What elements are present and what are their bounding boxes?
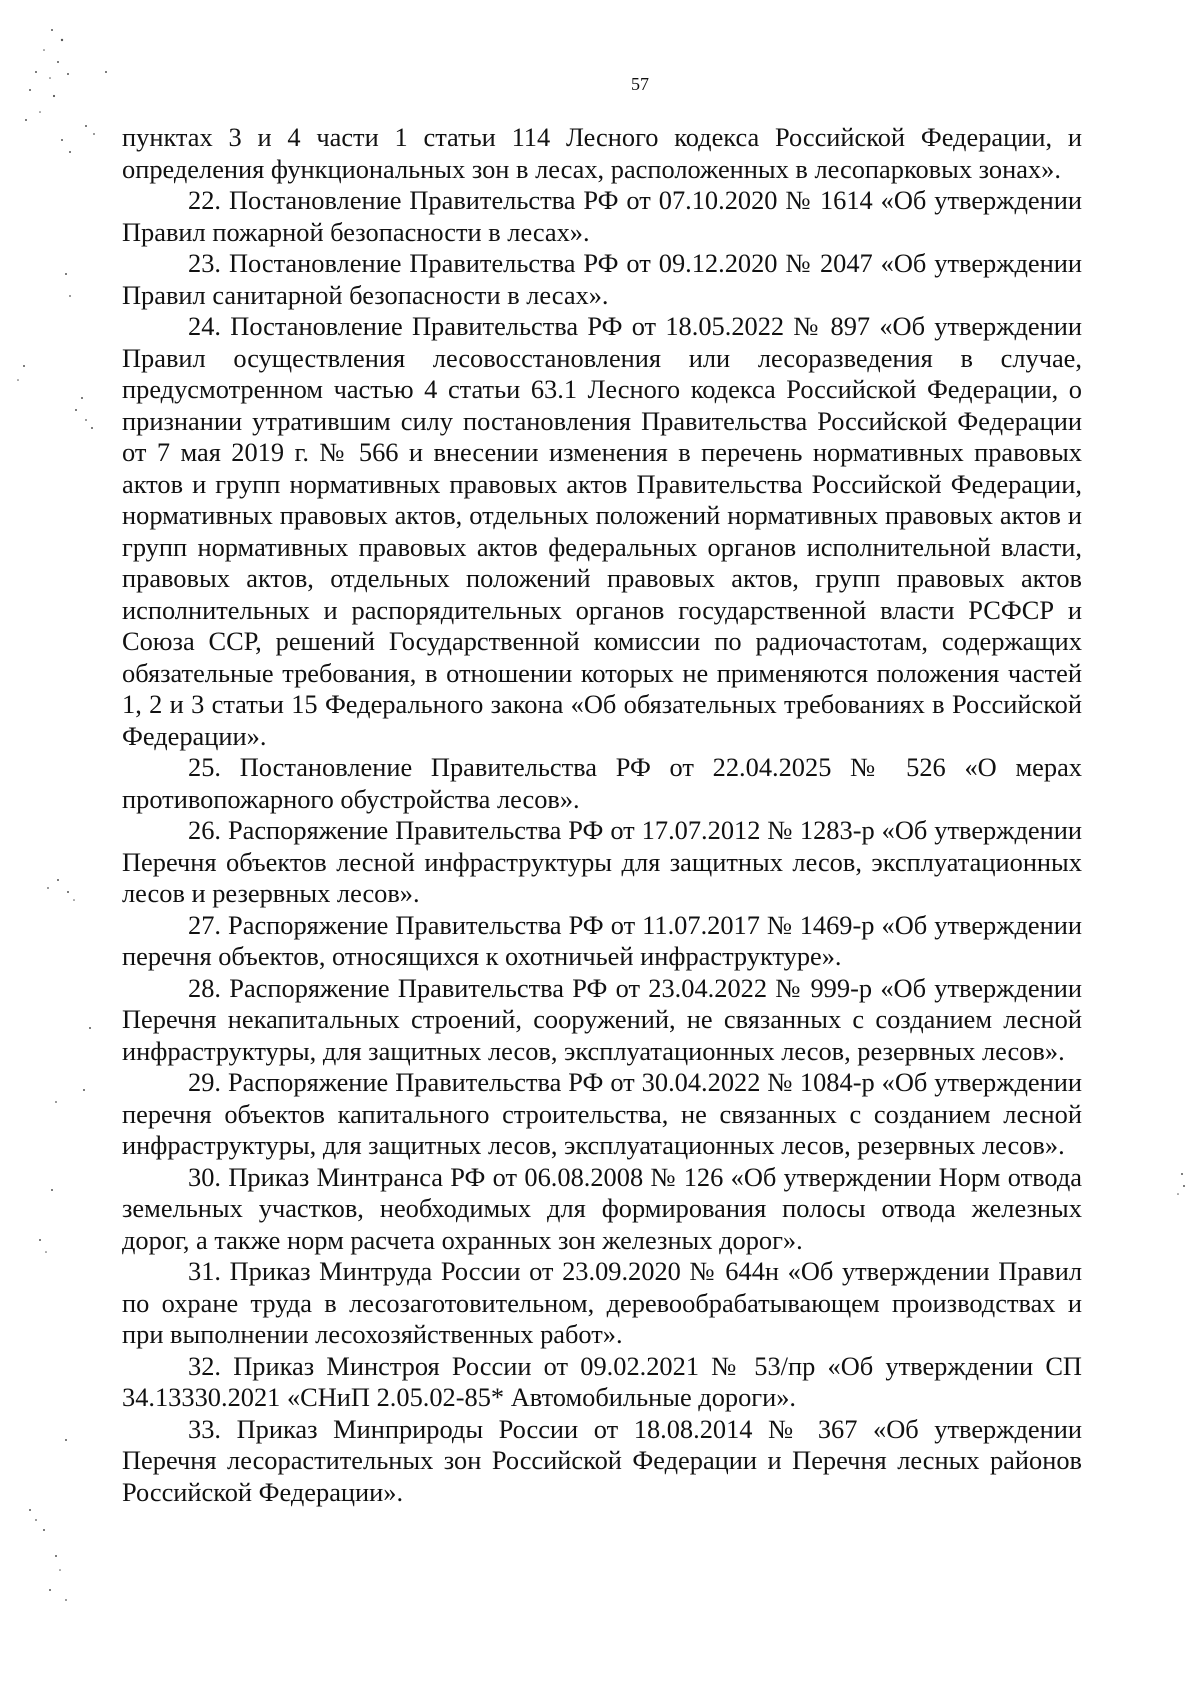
list-item-22: 22. Постановление Правительства РФ от 07.10.2020 № 1614 «Об утверждении Правил пожарной безопасности в лесах».	[122, 185, 1082, 247]
list-item-32: 32. Приказ Минстроя России от 09.02.2021 № 53/пр «Об утверждении СП 34.13330.2021 «СНиП 2.05.02-85* Автомобильные дороги».	[122, 1350, 1082, 1412]
list-item-26: 26. Распоряжение Правительства РФ от 17.07.2012 № 1283-р «Об утверждении Перечня объектов лесной инфраструктуры для защитных лесов, эксплуатационных лесов и резервных лесов».	[122, 815, 1082, 908]
list-item-30: 30. Приказ Минтранса РФ от 06.08.2008 № 126 «Об утверждении Норм отвода земельных участков, необходимых для формирования полосы отвода железных дорог, а также норм расчета охранных зон железных дорог».	[122, 1161, 1082, 1255]
paragraph-continued: пунктах 3 и 4 части 1 статьи 114 Лесного кодекса Российской Федерации, и определения функциональных зон в лесах, расположенных в лесопарковых зонах».	[122, 122, 1082, 184]
scan-noise-left	[0, 0, 120, 1697]
list-item-24: 24. Постановление Правительства РФ от 18.05.2022 № 897 «Об утверждении Правил осуществления лесовосстановления или лесоразведения в случае, предусмотренном частью 4 статьи 63.1 Лесного кодекса Российской Федерации, о признании утратившим силу постановления Правительства Российской Федерации от 7 мая 2019 г. № 566 и внесении изменения в перечень нормативных правовых актов и групп нормативных правовых актов Правительства Российской Федерации, нормативных правовых актов, отдельных положений нормативных правовых актов и групп нормативных правовых актов федеральных органов исполнительной власти, правовых актов, отдельных положений правовых актов, групп правовых актов исполнительных и распорядительных органов государственной власти РСФСР и Союза ССР, решений Государственной комиссии по радиочастотам, содержащих обязательные требования, в отношении которых не применяются положения частей 1, 2 и 3 статьи 15 Федерального закона «Об обязательных требованиях в Российской Федерации».	[122, 311, 1082, 751]
list-item-28: 28. Распоряжение Правительства РФ от 23.04.2022 № 999-р «Об утверждении Перечня некапитальных строений, сооружений, не связанных с созданием лесной инфраструктуры, для защитных лесов, эксплуатационных лесов, резервных лесов».	[122, 972, 1082, 1066]
document-body	[122, 122, 1082, 1508]
list-item-33: 33. Приказ Минприроды России от 18.08.2014 № 367 «Об утверждении Перечня лесорастительных зон Российской Федерации и Перечня лесных районов Российской Федерации».	[122, 1413, 1082, 1507]
list-item-23: 23. Постановление Правительства РФ от 09.12.2020 № 2047 «Об утверждении Правил санитарной безопасности в лесах».	[122, 248, 1082, 310]
scan-noise-right	[1160, 1150, 1200, 1210]
list-item-29: 29. Распоряжение Правительства РФ от 30.04.2022 № 1084-р «Об утверждении перечня объектов капитального строительства, не связанных с созданием лесной инфраструктуры, для защитных лесов, эксплуатационных лесов, резервных лесов».	[122, 1067, 1082, 1160]
page-number: 57	[631, 74, 649, 94]
list-item-25: 25. Постановление Правительства РФ от 22.04.2025 № 526 «О мерах противопожарного обустройства лесов».	[122, 752, 1082, 814]
list-item-27: 27. Распоряжение Правительства РФ от 11.07.2017 № 1469-р «Об утверждении перечня объектов, относящихся к охотничьей инфраструктуре».	[122, 909, 1082, 971]
list-item-31: 31. Приказ Минтруда России от 23.09.2020 № 644н «Об утверждении Правил по охране труда в лесозаготовительном, деревообрабатывающем производствах и при выполнении лесохозяйственных работ».	[122, 1256, 1082, 1349]
